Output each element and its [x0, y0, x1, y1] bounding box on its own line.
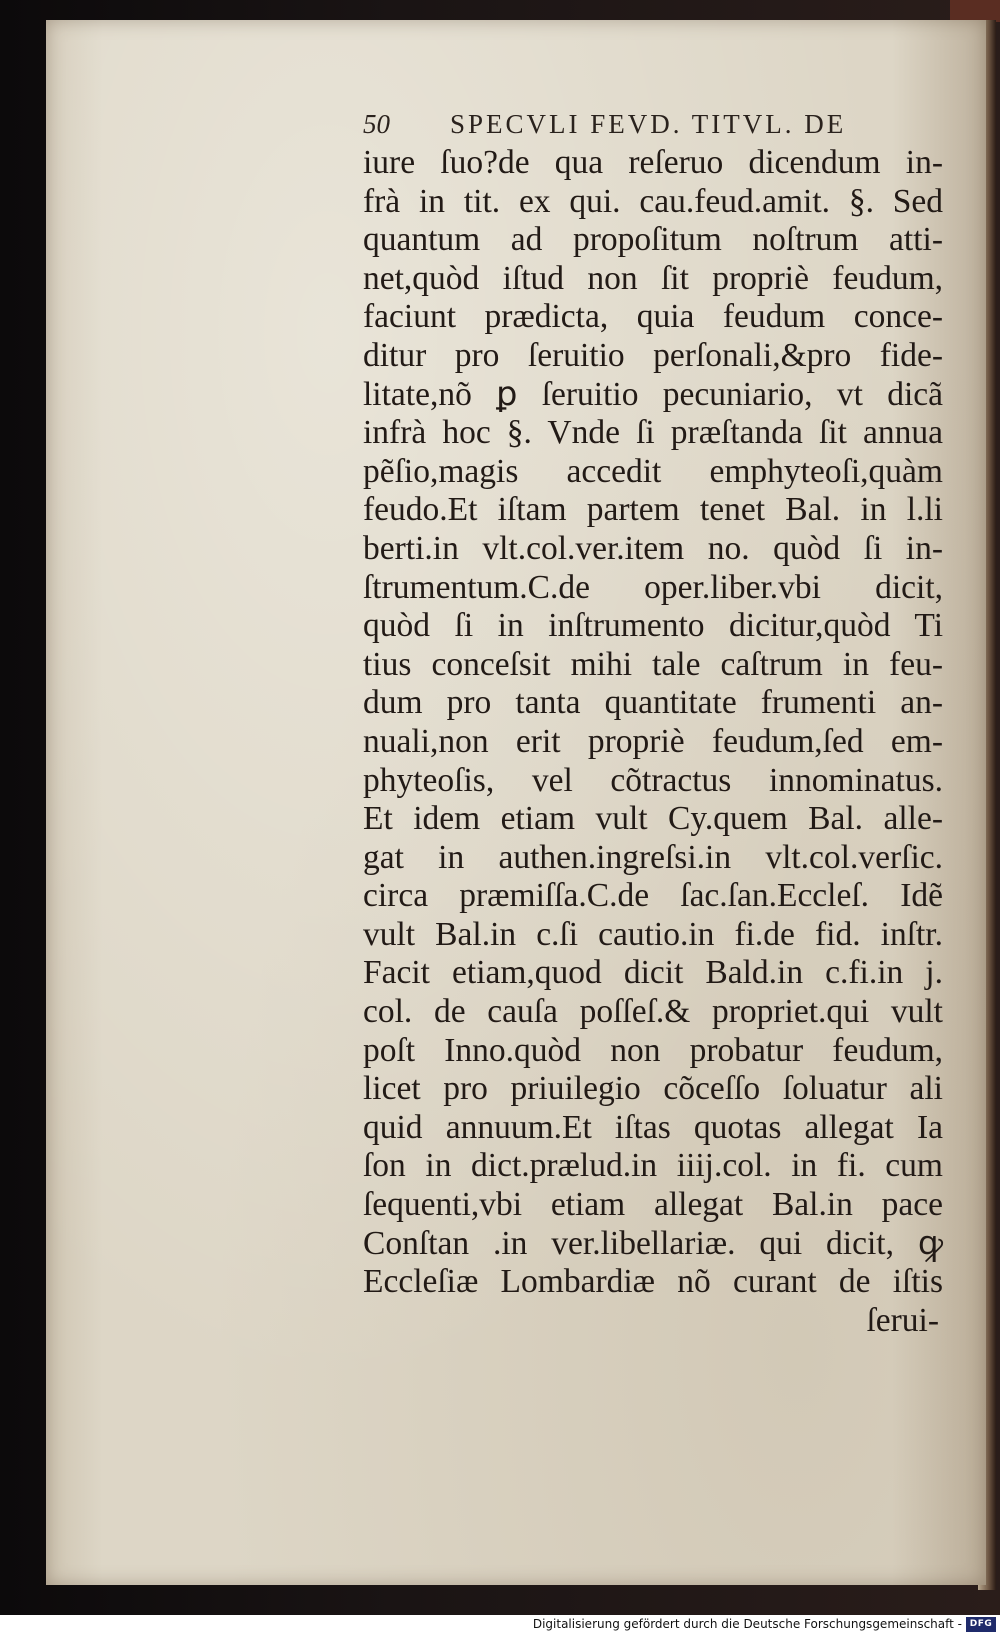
text-line: pẽſio,magis accedit emphyteoſi,quàm [363, 452, 943, 490]
catchword: ſerui- [866, 1301, 939, 1339]
text-line: ditur pro ſeruitio perſonali,&pro fide- [363, 336, 943, 374]
text-line: frà in tit. ex qui. cau.feud.amit. §. Sed [363, 182, 943, 220]
text-line: litate,nõ ꝑ ſeruitio pecuniario, vt dicã [363, 375, 943, 413]
text-line: Facit etiam,quod dicit Bald.in c.fi.in j. [363, 954, 943, 992]
text-line: circa præmiſſa.C.de ſac.ſan.Eccleſ. Idẽ [363, 877, 943, 915]
text-line: Conſtan .in ver.libellariæ. qui dicit, ꝙ [363, 1224, 943, 1262]
folio-number: 50 [363, 109, 390, 139]
text-line: quòd ſi in inſtrumento dicitur,quòd Ti [363, 607, 943, 645]
text-line: ſon in dict.prælud.in iiij.col. in fi. cum [363, 1147, 943, 1185]
dfg-logo: DFG [966, 1617, 996, 1632]
text-line: tius conceſsit mihi tale caſtrum in feu- [363, 645, 943, 683]
text-line: feudo.Et iſtam partem tenet Bal. in l.li [363, 491, 943, 529]
text-line: quantum ad propoſitum noſtrum atti- [363, 221, 943, 259]
binding-corner [950, 0, 1000, 22]
text-lines [363, 144, 943, 1302]
text-line: nuali,non erit propriè feudum,ſed em- [363, 722, 943, 760]
text-line: dum pro tanta quantitate frumenti an- [363, 684, 943, 722]
text-line: ſtrumentum.C.de oper.liber.vbi dicit, [363, 568, 943, 606]
text-line: poſt Inno.quòd non probatur feudum, [363, 1031, 943, 1069]
running-header [363, 104, 943, 144]
text-line: phyteoſis, vel cõtractus innominatus. [363, 761, 943, 799]
text-line: licet pro priuilegio cõceſſo ſoluatur ali [363, 1070, 943, 1108]
text-line: col. de cauſa poſſeſ.& propriet.qui vult [363, 993, 943, 1031]
text-line: net,quòd iſtud non ſit propriè feudum, [363, 259, 943, 297]
text-line: infrà hoc §. Vnde ſi præſtanda ſit annua [363, 414, 943, 452]
text-line: iure ſuo?de qua reſeruo dicendum in- [363, 144, 943, 181]
text-line: vult Bal.in c.ſi cautio.in fi.de fid. inſtr. [363, 915, 943, 953]
footer-credit: Digitalisierung gefördert durch die Deutsche Forschungsgemeinschaft - [532, 1617, 962, 1631]
text-line: berti.in vlt.col.ver.item no. quòd ſi in- [363, 529, 943, 567]
text-line: Et idem etiam vult Cy.quem Bal. alle- [363, 800, 943, 838]
text-line: faciunt prædicta, quia feudum conce- [363, 298, 943, 336]
text-line: quid annuum.Et iſtas quotas allegat Ia [363, 1108, 943, 1146]
text-line: gat in authen.ingreſsi.in vlt.col.verſic. [363, 838, 943, 876]
footer-bar [0, 1615, 1000, 1634]
running-head-title: SPECVLI FEVD. TITVL. DE [450, 109, 847, 139]
text-block [363, 104, 943, 1340]
text-line: Eccleſiæ Lombardiæ nõ curant de iſtis [363, 1263, 943, 1301]
text-line: ſequenti,vbi etiam allegat Bal.in pace [363, 1186, 943, 1224]
